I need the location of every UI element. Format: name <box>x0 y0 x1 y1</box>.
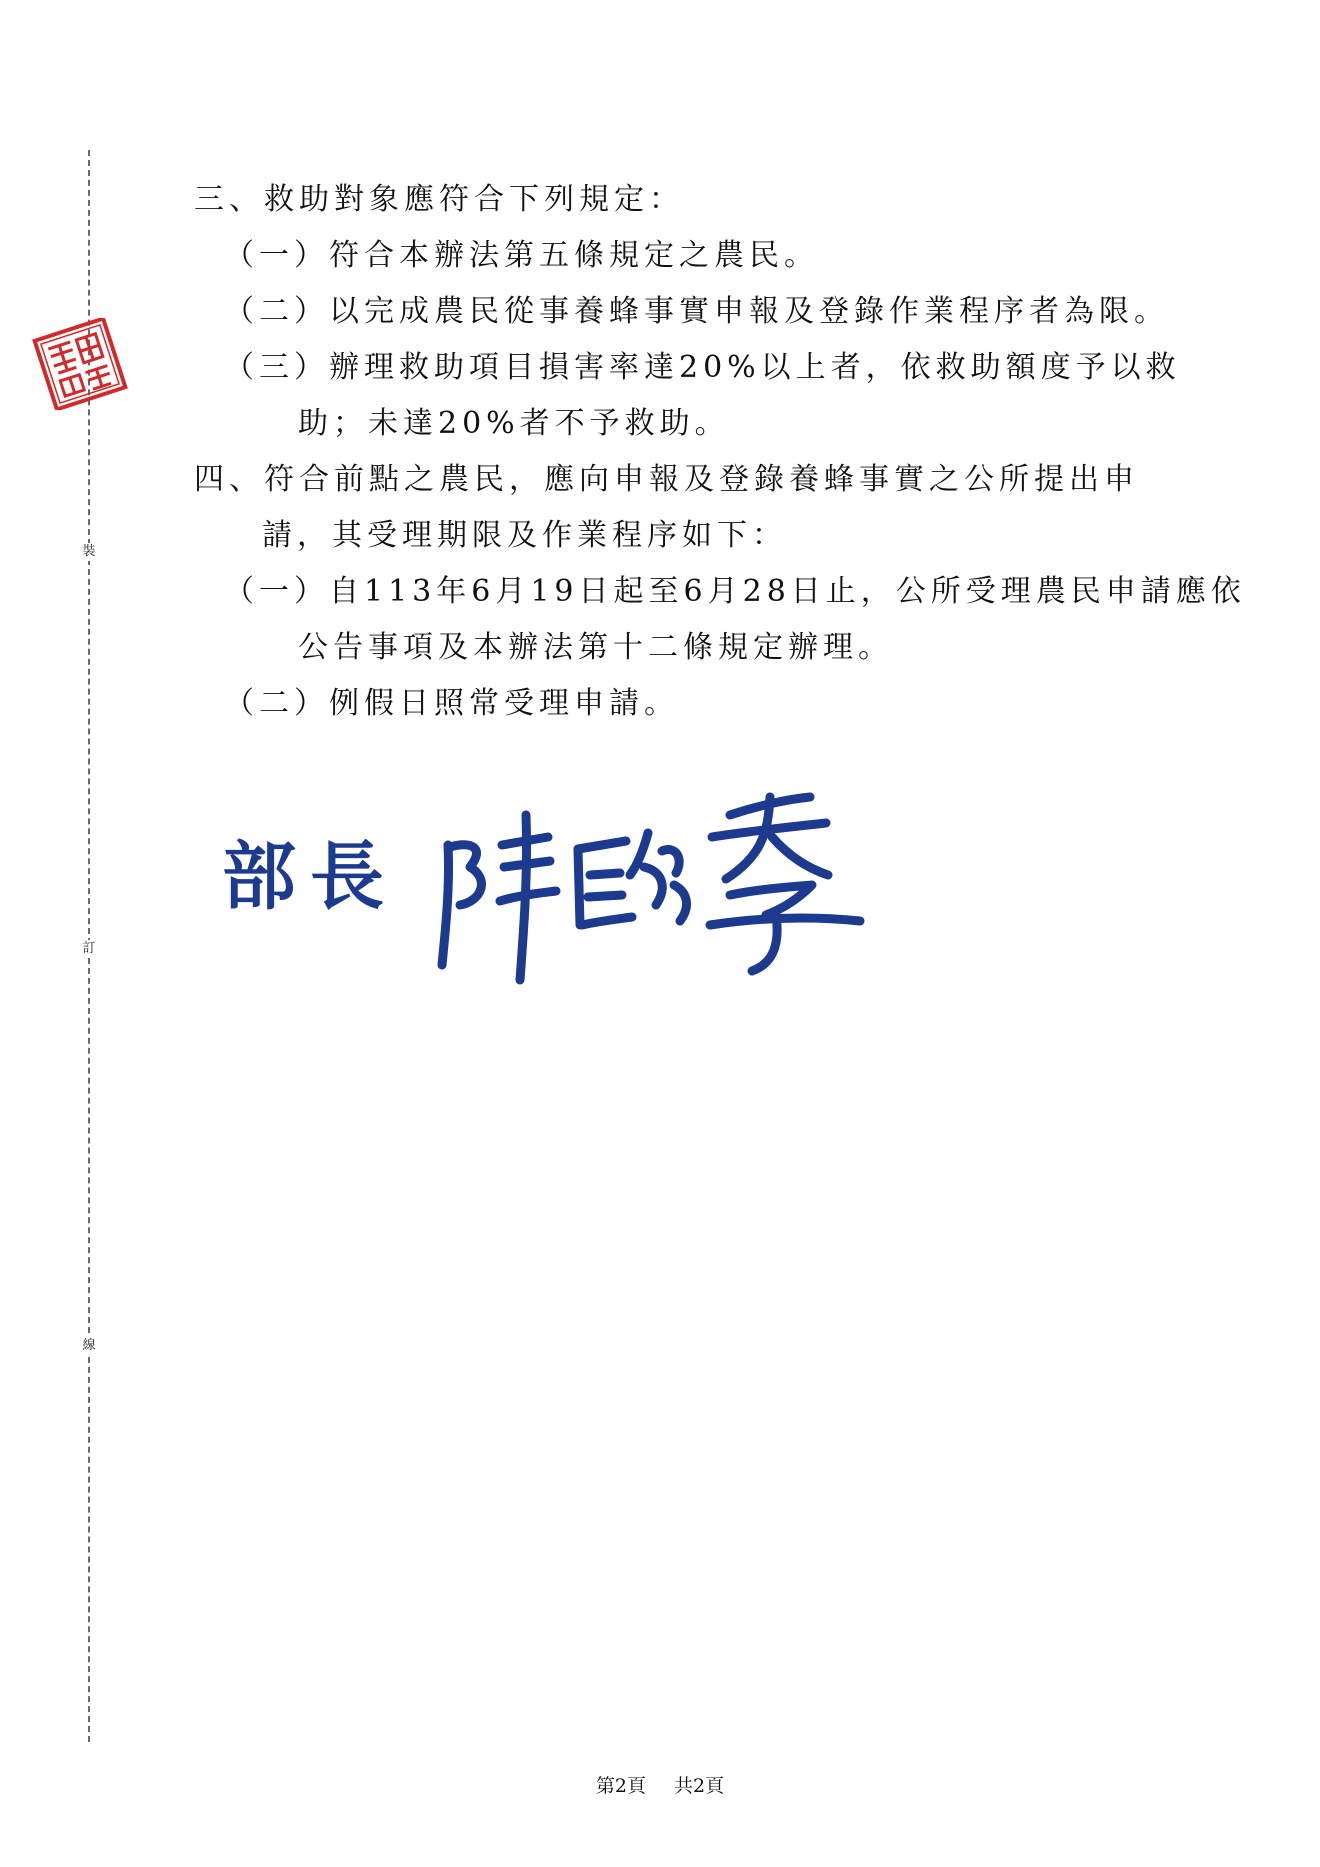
page-total: 共2頁 <box>674 1775 725 1797</box>
seal-stamp-icon <box>30 318 130 410</box>
signature-icon <box>430 775 890 995</box>
binding-label-ding: 訂 <box>80 940 98 958</box>
binding-label-zhuang: 裝 <box>80 543 98 561</box>
section-3-heading: 三、救助對象應符合下列規定： <box>194 182 684 217</box>
section-4-item-2: （二）例假日照常受理申請。 <box>224 686 679 721</box>
binding-label-xian: 線 <box>80 1337 98 1355</box>
section-4-heading: 四、符合前點之農民，應向申報及登錄養蜂事實之公所提出申 <box>194 462 1139 497</box>
section-3-item-3-cont: 助；未達20%者不予救助。 <box>298 406 730 441</box>
section-3-item-1: （一）符合本辦法第五條規定之農民。 <box>224 238 819 273</box>
signatory-title: 部長 <box>222 834 398 920</box>
section-4-item-1-cont: 公告事項及本辦法第十二條規定辦理。 <box>298 630 893 665</box>
section-4-item-1: （一）自113年6月19日起至6月28日止，公所受理農民申請應依 <box>224 574 1246 609</box>
page-footer <box>0 1773 1320 1799</box>
section-4-heading-cont: 請，其受理期限及作業程序如下： <box>262 518 787 553</box>
handwritten-signature <box>430 775 890 999</box>
section-3-item-2: （二）以完成農民從事養蜂事實申報及登錄作業程序者為限。 <box>224 294 1169 329</box>
official-seal <box>30 318 130 414</box>
section-3-item-3: （三）辦理救助項目損害率達20%以上者，依救助額度予以救 <box>224 350 1181 385</box>
page-number: 第2頁 <box>595 1775 646 1797</box>
